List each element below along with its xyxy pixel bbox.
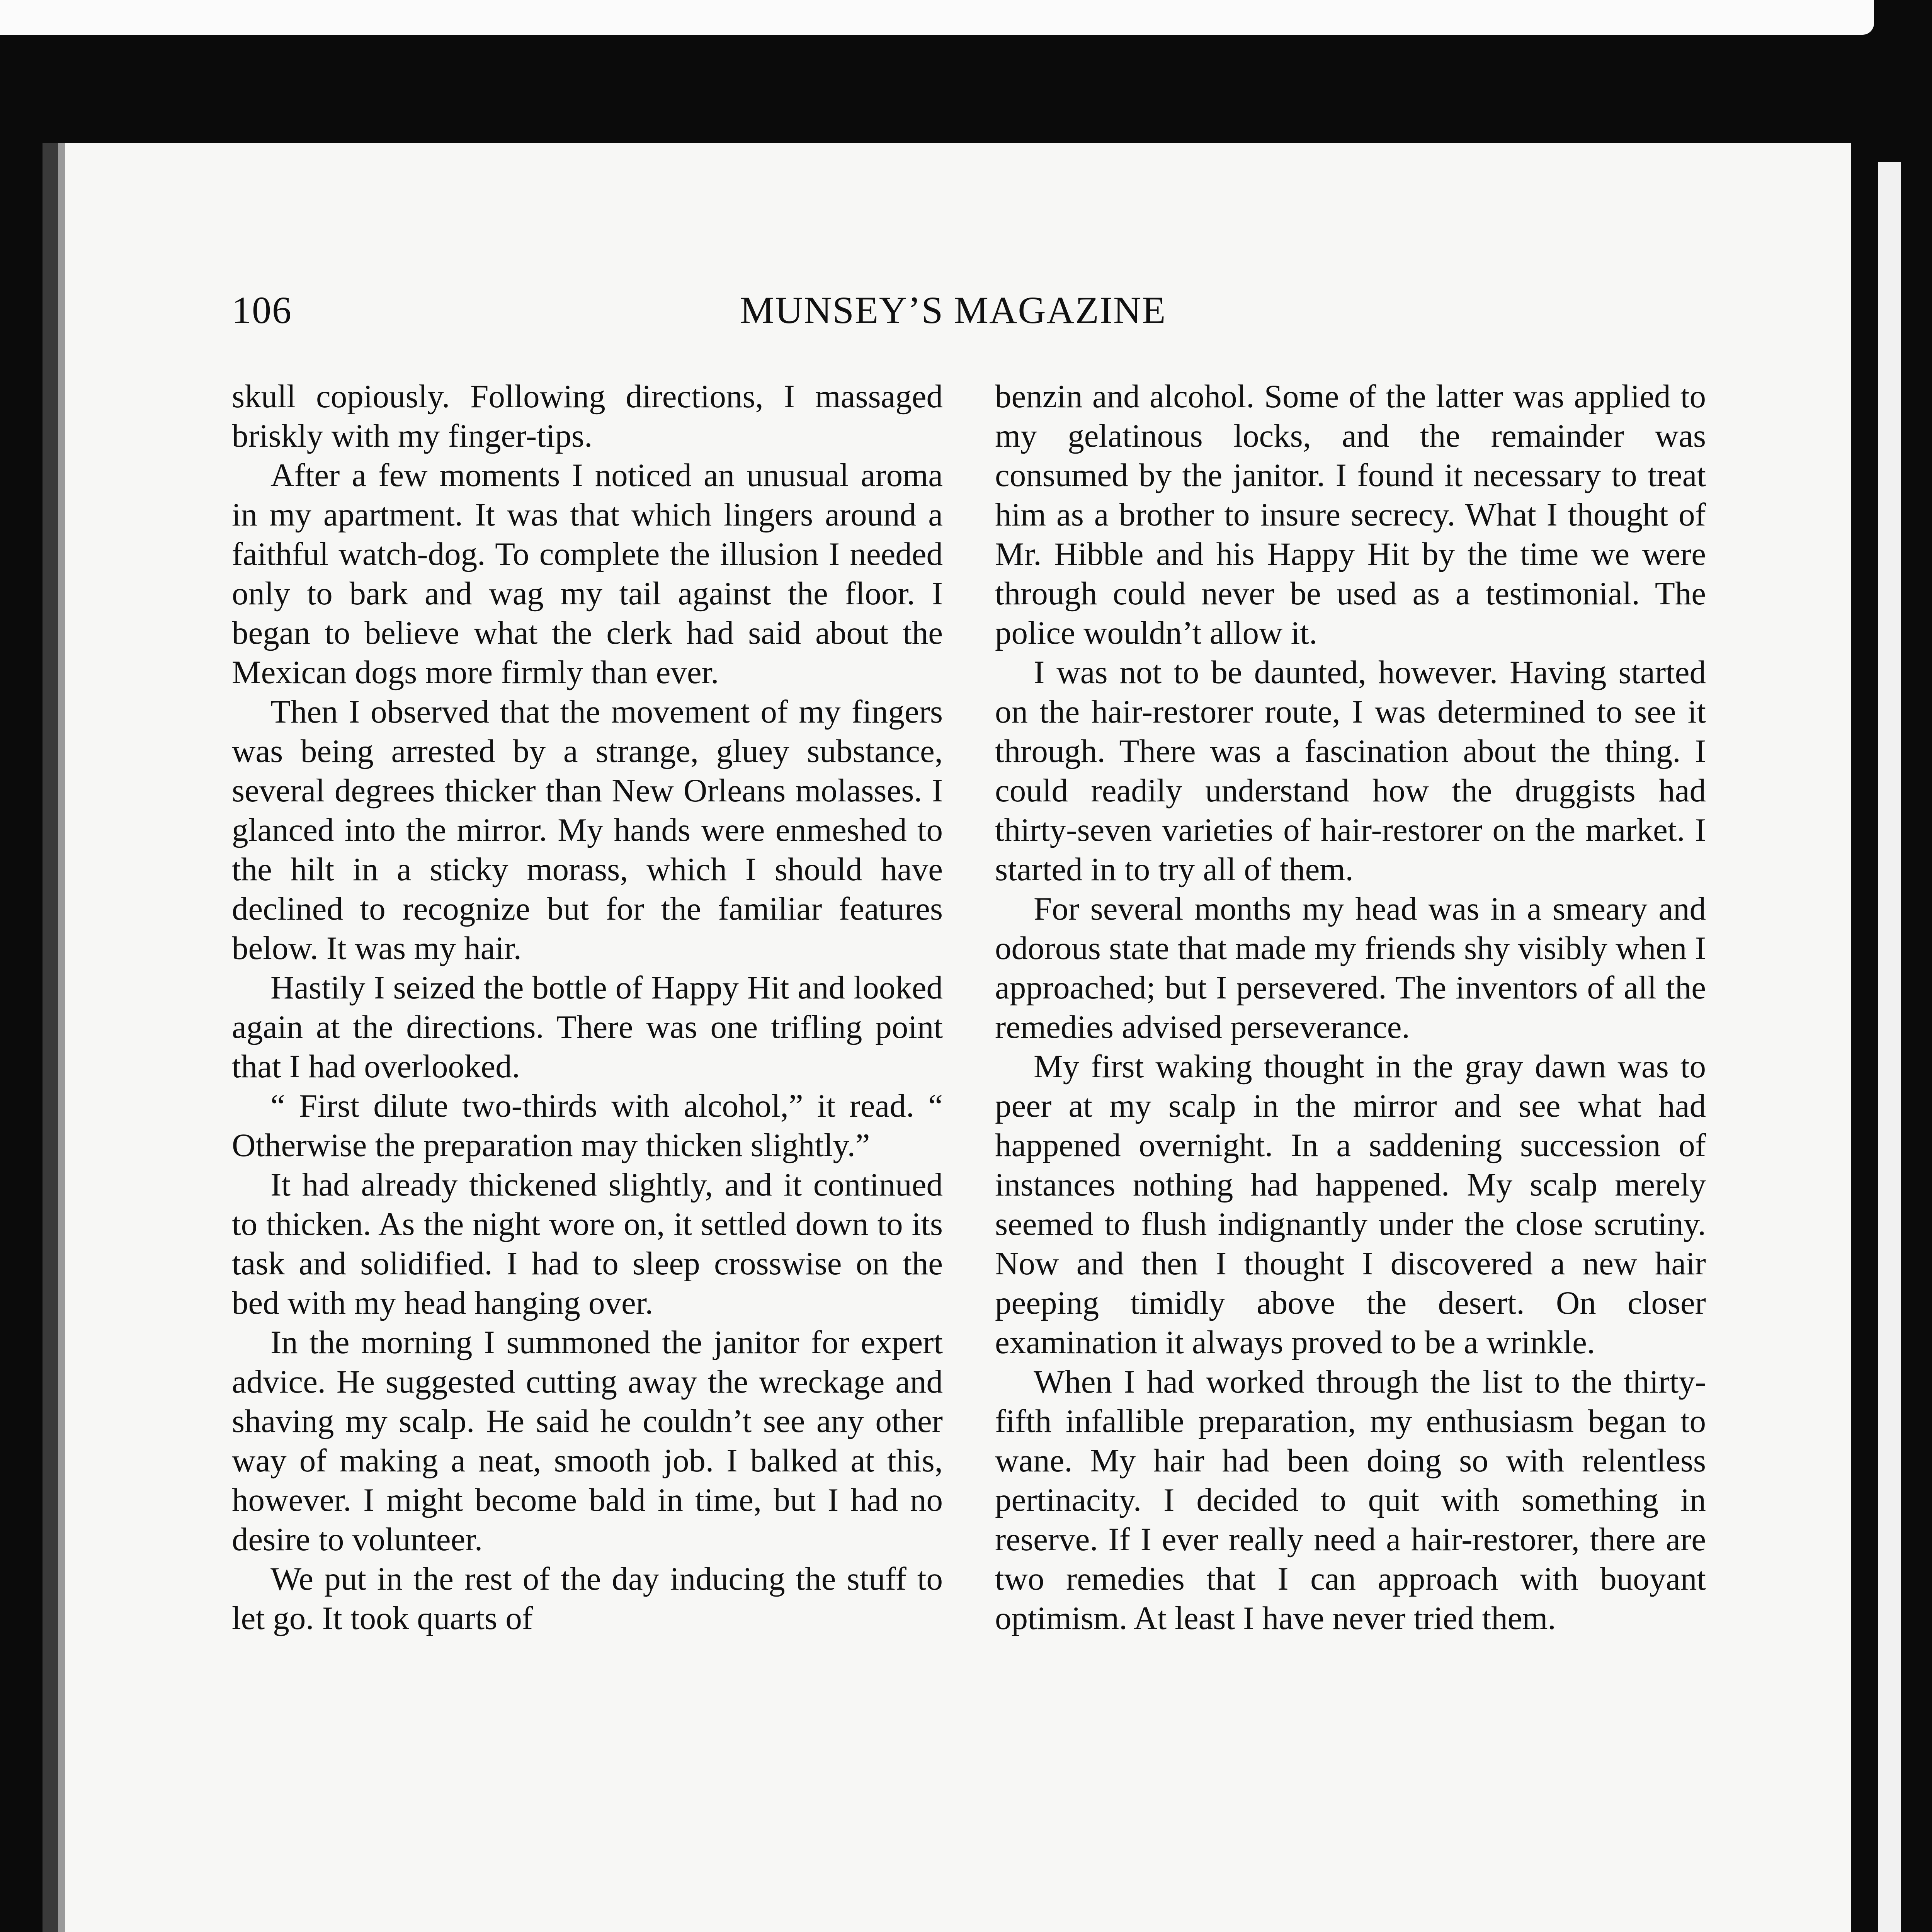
paragraph: After a few moments I noticed an unusual aroma in my apartment. It was that which lingers around a faithful watch-dog. To complete the illusion I needed only to bark and wag my tail against the floor. I began to believe what the clerk had said about the Mexican dogs more firmly than ever. (232, 457, 943, 690)
paragraph: skull copiously. Following directions, I massaged briskly with my finger-tips. (232, 378, 943, 454)
paragraph: When I had worked through the list to the thirty-fifth infallible preparation, my enthusiasm began to wane. My hair had been doing so with relentless pertinacity. I decided to quit with something in reserve. If I ever really need a hair-restorer, there are two remedies that I can approach with buoyant optimism. At least I have never tried them. (995, 1364, 1706, 1636)
paragraph: “ First dilute two-thirds with alcohol,” it read. “ Otherwise the preparation may thicken slightly.” (232, 1088, 943, 1163)
article-left-column (232, 377, 943, 1638)
paragraph: In the morning I summoned the janitor for expert advice. He suggested cutting away the wreckage and shaving my scalp. He said he couldn’t see any other way of making a neat, smooth job. I balked at this, however. I might become bald in time, but I had no desire to volunteer. (232, 1324, 943, 1558)
magazine-title: MUNSEY’S MAGAZINE (740, 289, 1167, 332)
article-right-column (995, 377, 1706, 1638)
page-binding-edge (58, 143, 65, 1932)
top-page-strip (0, 0, 1874, 35)
paragraph: Then I observed that the movement of my fingers was being arrested by a strange, gluey substance, several degrees thicker than New Orleans molasses. I glanced into the mirror. My hands were enmeshed to the hilt in a sticky morass, which I should have declined to recognize but for the familiar features below. It was my hair. (232, 694, 943, 966)
paragraph: For several months my head was in a smeary and odorous state that made my friends shy visibly when I approached; but I persevered. The inventors of all the remedies advised perseverance. (995, 891, 1706, 1045)
paragraph: It had already thickened slightly, and it continued to thicken. As the night wore on, it settled down to its task and solidified. I had to sleep crosswise on the bed with my head hanging over. (232, 1167, 943, 1321)
paragraph: My first waking thought in the gray dawn was to peer at my scalp in the mirror and see what had happened overnight. In a saddening succession of instances nothing had happened. My scalp merely seemed to flush indignantly under the close scrutiny. Now and then I thought I discovered a new hair peeping timidly above the desert. On closer examination it always proved to be a wrinkle. (995, 1048, 1706, 1361)
paragraph: I was not to be daunted, however. Having started on the hair-restorer route, I was determined to see it through. There was a fascination about the thing. I could readily understand how the druggists had thirty-seven varieties of hair-restorer on the market. I started in to try all of them. (995, 654, 1706, 888)
page-header (232, 288, 1704, 330)
page-number: 106 (232, 289, 292, 332)
paragraph: benzin and alcohol. Some of the latter was applied to my gelatinous locks, and the remainder was consumed by the janitor. I found it necessary to treat him as a brother to insure secrecy. What I thought of Mr. Hibble and his Happy Hit by the time we were through could never be used as a testimonial. The police wouldn’t allow it. (995, 378, 1706, 651)
right-page-strip (1878, 162, 1901, 1932)
paragraph: We put in the rest of the day inducing the stuff to let go. It took quarts of (232, 1561, 943, 1636)
paragraph: Hastily I seized the bottle of Happy Hit and looked again at the directions. There was one trifling point that I had overlooked. (232, 969, 943, 1085)
